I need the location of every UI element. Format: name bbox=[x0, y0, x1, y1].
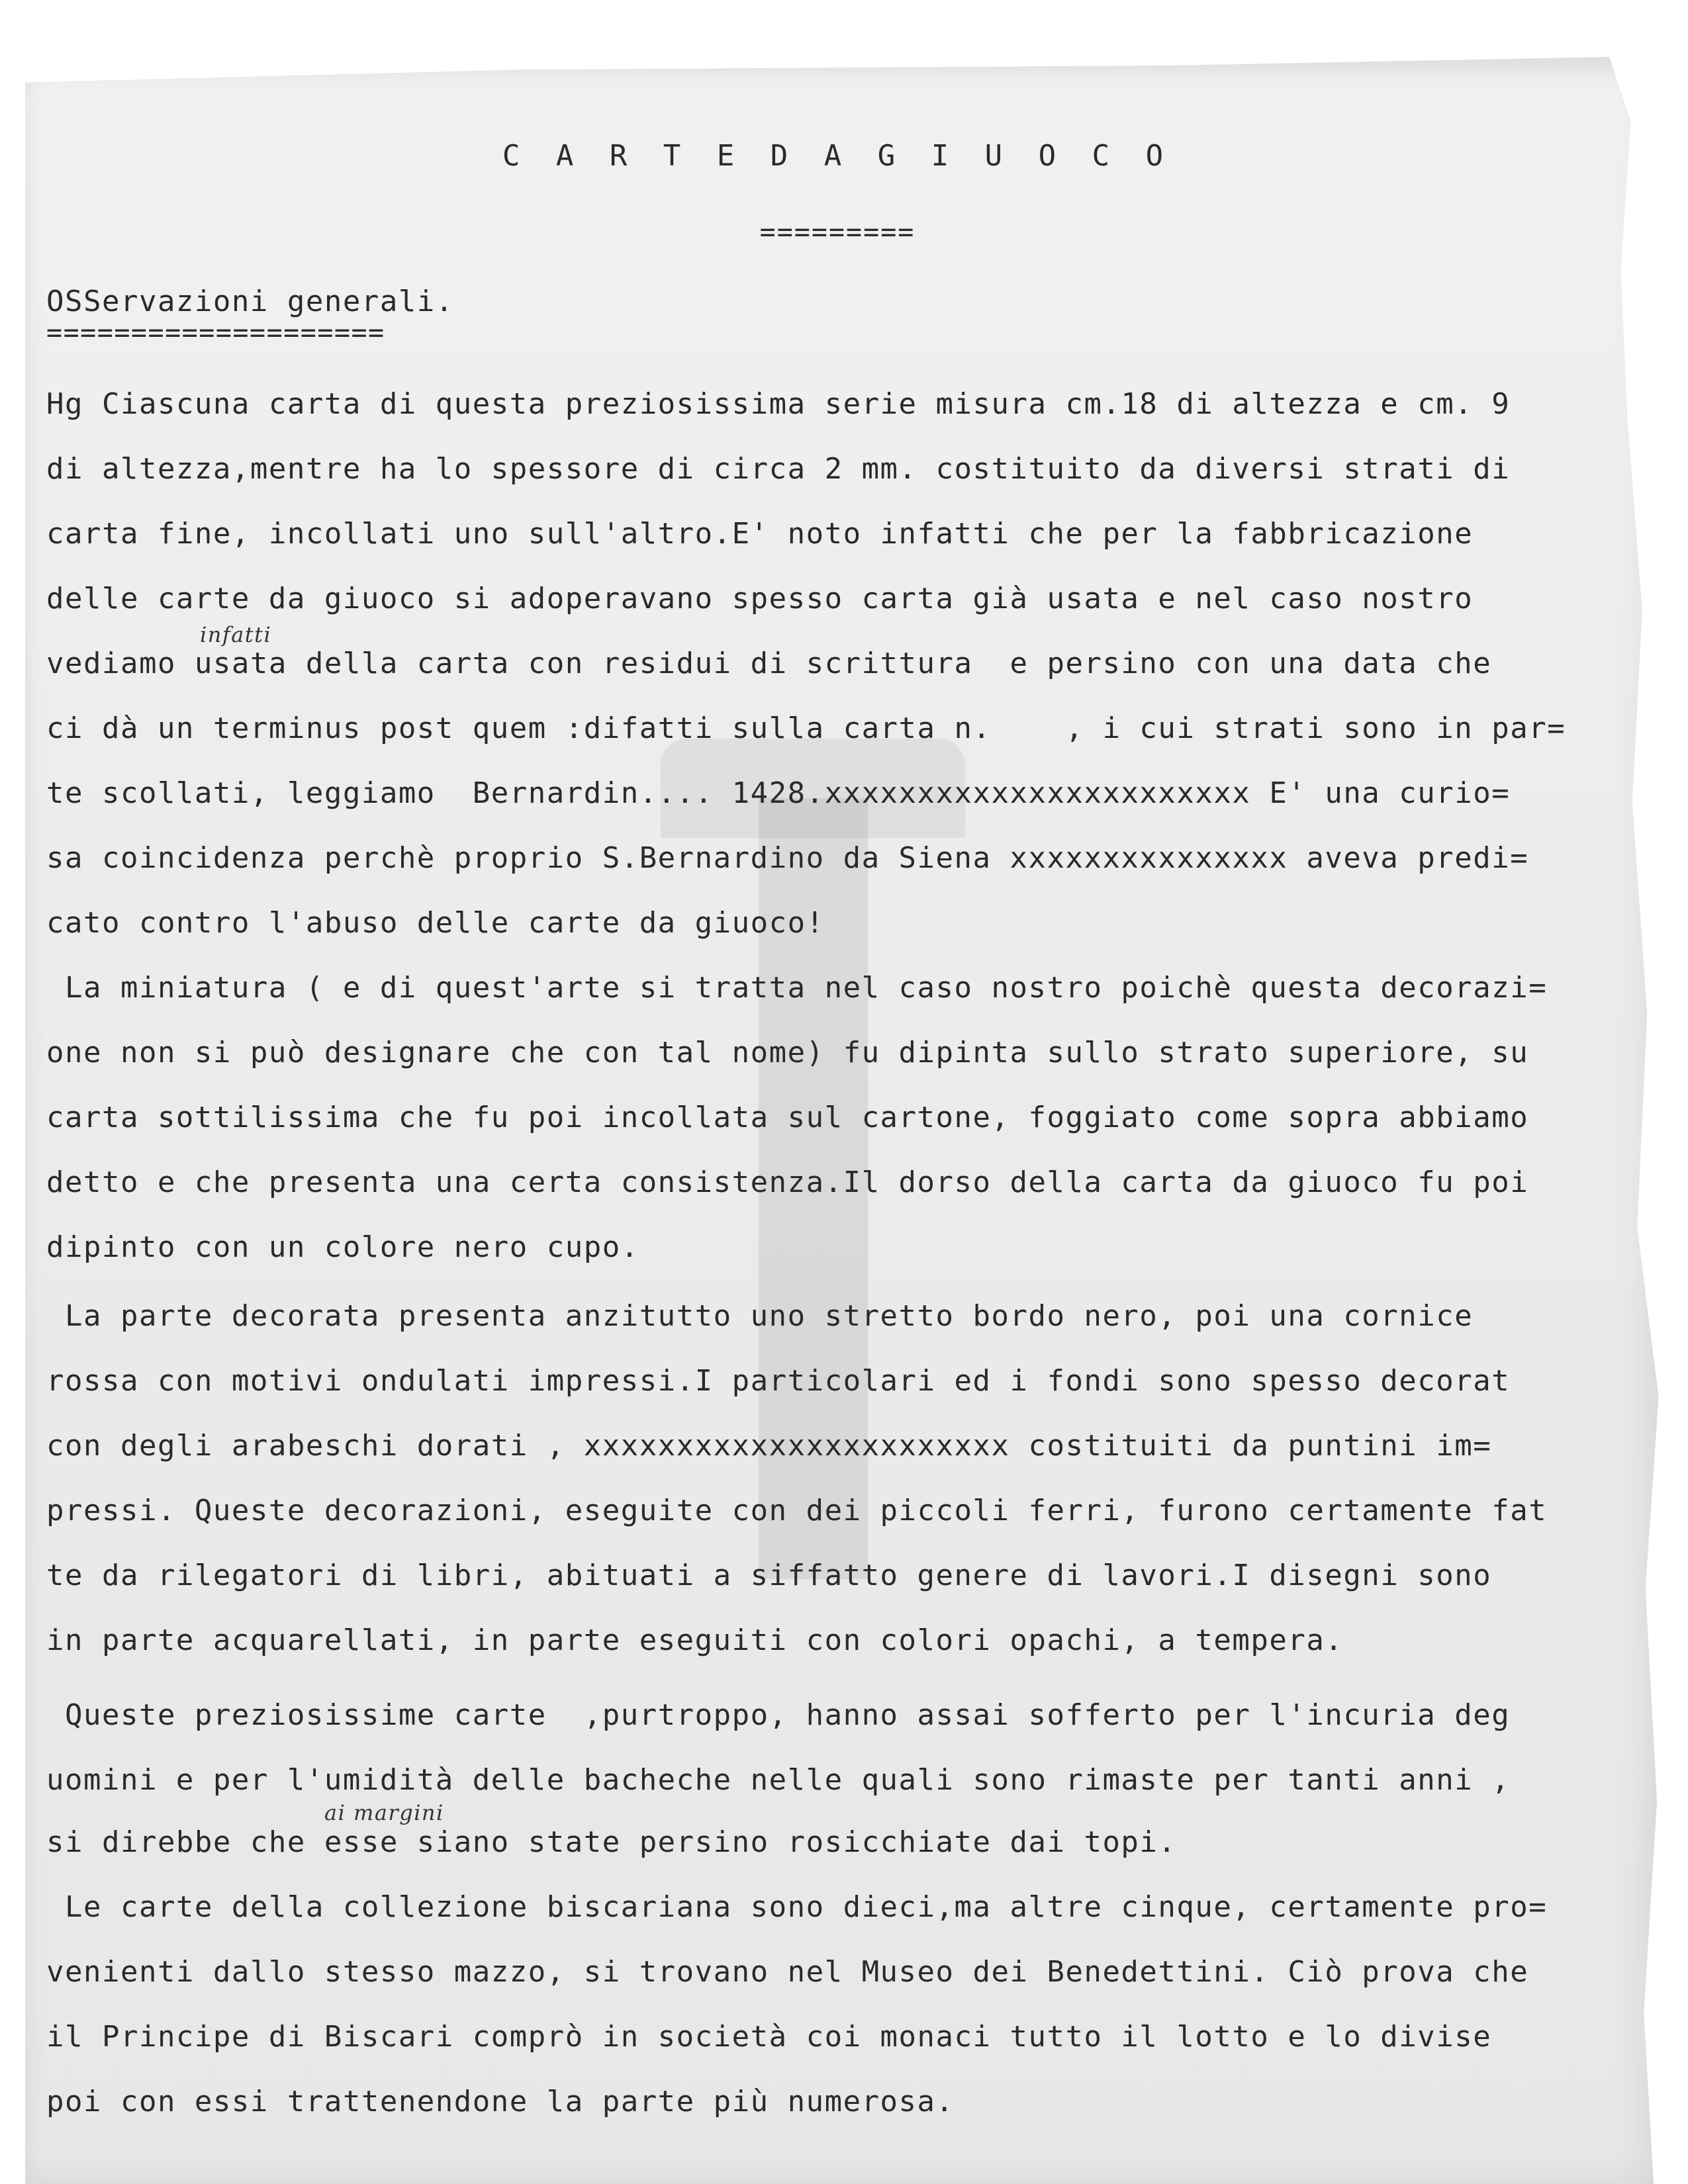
handwritten-annotation: infatti bbox=[200, 622, 272, 647]
text-line: con degli arabeschi dorati , xxxxxxxxxxxxxxxxxxxxxxx costituiti da puntini im= bbox=[46, 1429, 1492, 1463]
text-line: La parte decorata presenta anzitutto uno stretto bordo nero, poi una cornice bbox=[46, 1299, 1474, 1333]
text-line: dipinto con un colore nero cupo. bbox=[46, 1230, 639, 1264]
text-line: vediamo usata della carta con residui di scrittura e persino con una data che bbox=[46, 647, 1492, 680]
text-line: sa coincidenza perchè proprio S.Bernardino da Siena xxxxxxxxxxxxxxx aveva predi= bbox=[46, 841, 1529, 875]
text-line: in parte acquarellati, in parte eseguiti con colori opachi, a tempera. bbox=[46, 1623, 1344, 1657]
text-line: carta fine, incollati uno sull'altro.E' noto infatti che per la fabbricazione bbox=[46, 517, 1474, 551]
text-line: Queste preziosissime carte ,purtroppo, hanno assai sofferto per l'incuria deg bbox=[46, 1698, 1511, 1732]
document-title: C A R T E D A G I U O C O bbox=[502, 139, 1173, 173]
text-line: te da rilegatori di libri, abituati a siffatto genere di lavori.I disegni sono bbox=[46, 1559, 1492, 1592]
text-line: one non si può designare che con tal nome) fu dipinta sullo strato superiore, su bbox=[46, 1036, 1529, 1069]
text-line: si direbbe che esse siano state persino rosicchiate dai topi. bbox=[46, 1825, 1177, 1859]
text-line: detto e che presenta una certa consistenza.Il dorso della carta da giuoco fu poi bbox=[46, 1165, 1529, 1199]
text-line: venienti dallo stesso mazzo, si trovano nel Museo dei Benedettini. Ciò prova che bbox=[46, 1955, 1529, 1989]
text-line: rossa con motivi ondulati impressi.I particolari ed i fondi sono spesso decorat bbox=[46, 1364, 1511, 1398]
text-line: ci dà un terminus post quem :difatti sulla carta n. , i cui strati sono in par= bbox=[46, 711, 1566, 745]
text-line: di altezza,mentre ha lo spessore di circa 2 mm. costituito da diversi strati di bbox=[46, 452, 1511, 486]
text-line: il Principe di Biscari comprò in società coi monaci tutto il lotto e lo divise bbox=[46, 2020, 1492, 2054]
text-line: te scollati, leggiamo Bernardin.... 1428.xxxxxxxxxxxxxxxxxxxxxxx E' una curio= bbox=[46, 776, 1511, 810]
text-line: La miniatura ( e di quest'arte si tratta nel caso nostro poichè questa decorazi= bbox=[46, 971, 1548, 1005]
text-line: poi con essi trattenendone la parte più numerosa. bbox=[46, 2085, 955, 2118]
text-line: delle carte da giuoco si adoperavano spesso carta già usata e nel caso nostro bbox=[46, 582, 1474, 615]
section-heading: OSServazioni generali. bbox=[46, 285, 454, 318]
text-line: cato contro l'abuso delle carte da giuoco! bbox=[46, 906, 825, 940]
text-line: carta sottilissima che fu poi incollata sul cartone, foggiato come sopra abbiamo bbox=[46, 1101, 1529, 1134]
title-underline: ========= bbox=[759, 217, 915, 248]
text-line: pressi. Queste decorazioni, eseguite con dei piccoli ferri, furono certamente fat bbox=[46, 1494, 1548, 1527]
section-underline: ==================== bbox=[46, 318, 385, 348]
text-line: uomini e per l'umidità delle bacheche nelle quali sono rimaste per tanti anni , bbox=[46, 1763, 1511, 1797]
handwritten-annotation: ai margini bbox=[324, 1800, 444, 1825]
text-line: Le carte della collezione biscariana sono dieci,ma altre cinque, certamente pro= bbox=[46, 1890, 1548, 1924]
text-line: Hg Ciascuna carta di questa preziosissima serie misura cm.18 di altezza e cm. 9 bbox=[46, 387, 1511, 421]
